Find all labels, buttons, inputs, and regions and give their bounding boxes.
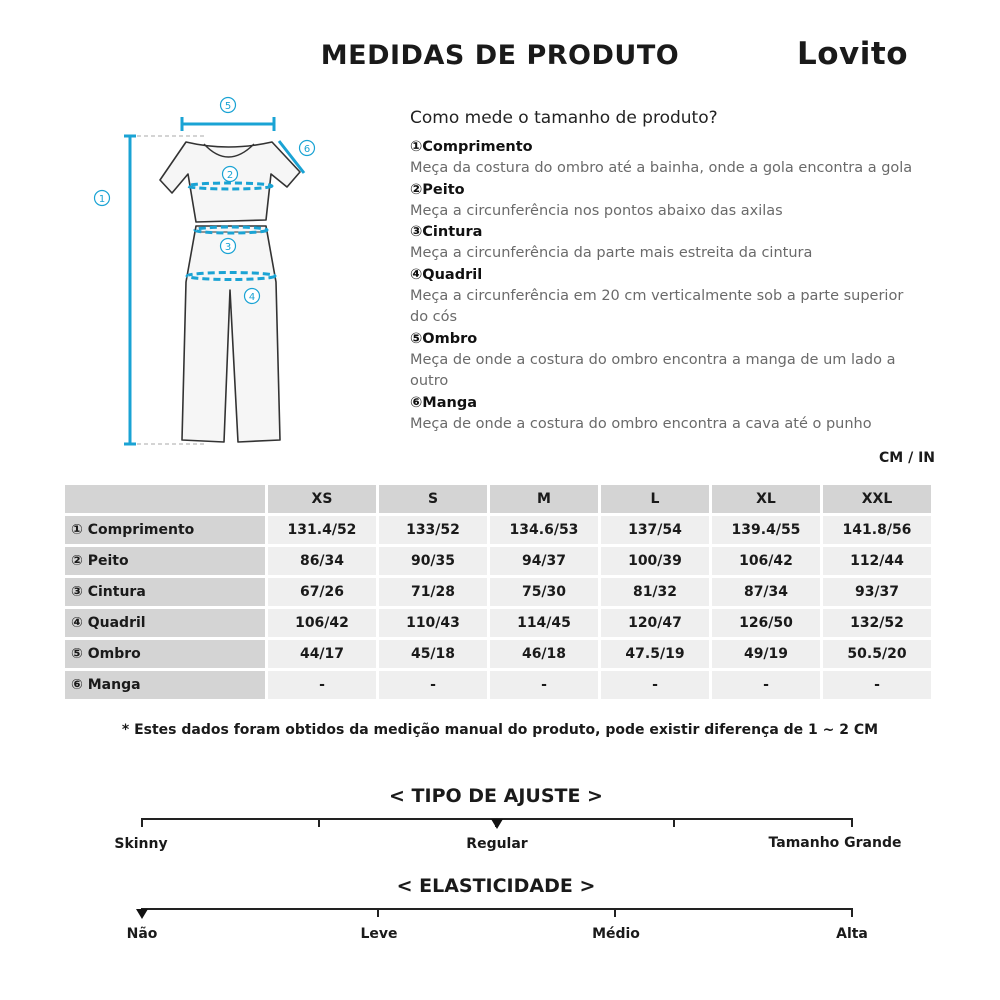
instruction-item: [410, 265, 930, 329]
table-cell: 93/37: [823, 578, 931, 606]
row-label: ⑤ Ombro: [65, 640, 265, 668]
table-cell: 137/54: [601, 516, 709, 544]
size-header: S: [379, 485, 487, 513]
elasticity-label-medium: Médio: [592, 926, 640, 942]
instruction-heading: ①Comprimento: [410, 139, 533, 155]
table-cell: 49/19: [712, 640, 820, 668]
svg-text:4: 4: [248, 292, 256, 303]
elasticity-label-light: Leve: [360, 926, 398, 942]
size-header: XXL: [823, 485, 931, 513]
instruction-description: Meça de onde a costura do ombro encontra a manga de um lado a outro: [410, 351, 896, 389]
size-header: M: [490, 485, 598, 513]
instruction-description: Meça de onde a costura do ombro encontra a cava até o punho: [410, 415, 872, 432]
instruction-item: [410, 329, 930, 393]
unit-label: CM / IN: [879, 450, 935, 466]
elasticity-label-none: Não: [126, 926, 158, 942]
table-cell: 50.5/20: [823, 640, 931, 668]
svg-text:1: 1: [98, 194, 106, 205]
table-cell: 106/42: [712, 547, 820, 575]
table-cell: 94/37: [490, 547, 598, 575]
table-cell: 71/28: [379, 578, 487, 606]
instruction-heading: ⑤Ombro: [410, 330, 478, 347]
table-cell: 75/30: [490, 578, 598, 606]
elasticity-title: < ELASTICIDADE >: [396, 875, 596, 897]
table-cell: 112/44: [823, 547, 931, 575]
table-cell: 134.6/53: [490, 516, 598, 544]
fit-scale-tick: [141, 818, 143, 827]
row-label: ⑥ Manga: [65, 671, 265, 699]
instruction-heading: ③Cintura: [410, 224, 483, 240]
table-cell: 45/18: [379, 640, 487, 668]
fit-label-skinny: Skinny: [114, 836, 168, 852]
table-cell: 131.4/52: [268, 516, 376, 544]
instruction-description: Meça a circunferência da parte mais estreita da cintura: [410, 245, 813, 261]
elasticity-scale-tick: [851, 908, 853, 917]
table-row: [65, 671, 931, 699]
table-cell: -: [601, 671, 709, 699]
table-cell: 106/42: [268, 609, 376, 637]
table-cell: 120/47: [601, 609, 709, 637]
fit-label-oversize: Tamanho Grande: [768, 835, 902, 851]
table-corner-cell: [65, 485, 265, 513]
marker-1: [95, 191, 110, 206]
table-cell: 47.5/19: [601, 640, 709, 668]
instruction-heading: ②Peito: [410, 181, 465, 198]
table-cell: 67/26: [268, 578, 376, 606]
table-cell: 133/52: [379, 516, 487, 544]
table-cell: 132/52: [823, 609, 931, 637]
table-cell: 44/17: [268, 640, 376, 668]
table-header-row: [65, 485, 931, 513]
svg-text:2: 2: [226, 170, 234, 181]
instruction-item: [410, 180, 930, 223]
table-cell: -: [379, 671, 487, 699]
fit-selected-marker: [491, 819, 503, 829]
table-cell: -: [712, 671, 820, 699]
row-label: ③ Cintura: [65, 578, 265, 606]
marker-2: [223, 167, 238, 182]
table-cell: 141.8/56: [823, 516, 931, 544]
instruction-item: [410, 137, 930, 180]
fit-scale-tick: [673, 818, 675, 827]
marker-5: [221, 98, 236, 113]
size-chart-table: [62, 482, 934, 702]
instruction-item: [410, 222, 930, 265]
table-cell: 86/34: [268, 547, 376, 575]
size-header: L: [601, 485, 709, 513]
table-cell: -: [823, 671, 931, 699]
instruction-description: Meça da costura do ombro até a bainha, onde a gola encontra a gola: [410, 160, 913, 176]
instruction-description: Meça a circunferência nos pontos abaixo das axilas: [410, 202, 783, 219]
measurement-note: * Estes dados foram obtidos da medição manual do produto, pode existir diferença de 1 ~ 2 CM: [121, 722, 879, 738]
table-cell: 90/35: [379, 547, 487, 575]
marker-4: [245, 289, 260, 304]
instruction-heading: ④Quadril: [410, 266, 483, 283]
elasticity-scale-tick: [614, 908, 616, 917]
elasticity-scale-tick: [377, 908, 379, 917]
fit-label-regular: Regular: [466, 836, 528, 852]
fit-scale-tick: [318, 818, 320, 827]
size-header: XS: [268, 485, 376, 513]
table-row: [65, 578, 931, 606]
elasticity-label-high: Alta: [836, 926, 868, 942]
row-label: ② Peito: [65, 547, 265, 575]
elasticity-selected-marker: [136, 909, 148, 919]
row-label: ① Comprimento: [65, 516, 265, 544]
instruction-heading: ⑥Manga: [410, 394, 477, 411]
fit-type-title: < TIPO DE AJUSTE >: [389, 785, 603, 807]
brand-logo: Lovito: [796, 36, 908, 72]
table-row: [65, 516, 931, 544]
garment-measurement-diagram: [90, 90, 330, 460]
instruction-description: Meça a circunferência em 20 cm verticalmente sob a parte superior do cós: [410, 287, 904, 325]
table-cell: 126/50: [712, 609, 820, 637]
marker-3: [221, 239, 236, 254]
fit-scale-tick: [851, 818, 853, 827]
size-header: XL: [712, 485, 820, 513]
table-row: [65, 640, 931, 668]
table-cell: 81/32: [601, 578, 709, 606]
instruction-item: [410, 393, 930, 436]
table-cell: 110/43: [379, 609, 487, 637]
table-cell: 87/34: [712, 578, 820, 606]
svg-text:6: 6: [303, 144, 311, 155]
table-cell: 46/18: [490, 640, 598, 668]
table-cell: 114/45: [490, 609, 598, 637]
table-cell: 100/39: [601, 547, 709, 575]
table-cell: -: [490, 671, 598, 699]
row-label: ④ Quadril: [65, 609, 265, 637]
table-row: [65, 547, 931, 575]
instructions-question: Como mede o tamanho de produto?: [410, 108, 718, 128]
table-cell: 139.4/55: [712, 516, 820, 544]
table-row: [65, 609, 931, 637]
svg-text:5: 5: [224, 101, 232, 112]
marker-6: [300, 141, 315, 156]
elasticity-scale-line: [141, 908, 853, 910]
page-title: MEDIDAS DE PRODUTO: [320, 40, 680, 71]
svg-text:3: 3: [224, 242, 232, 253]
table-cell: -: [268, 671, 376, 699]
measurement-instructions: [410, 108, 930, 435]
